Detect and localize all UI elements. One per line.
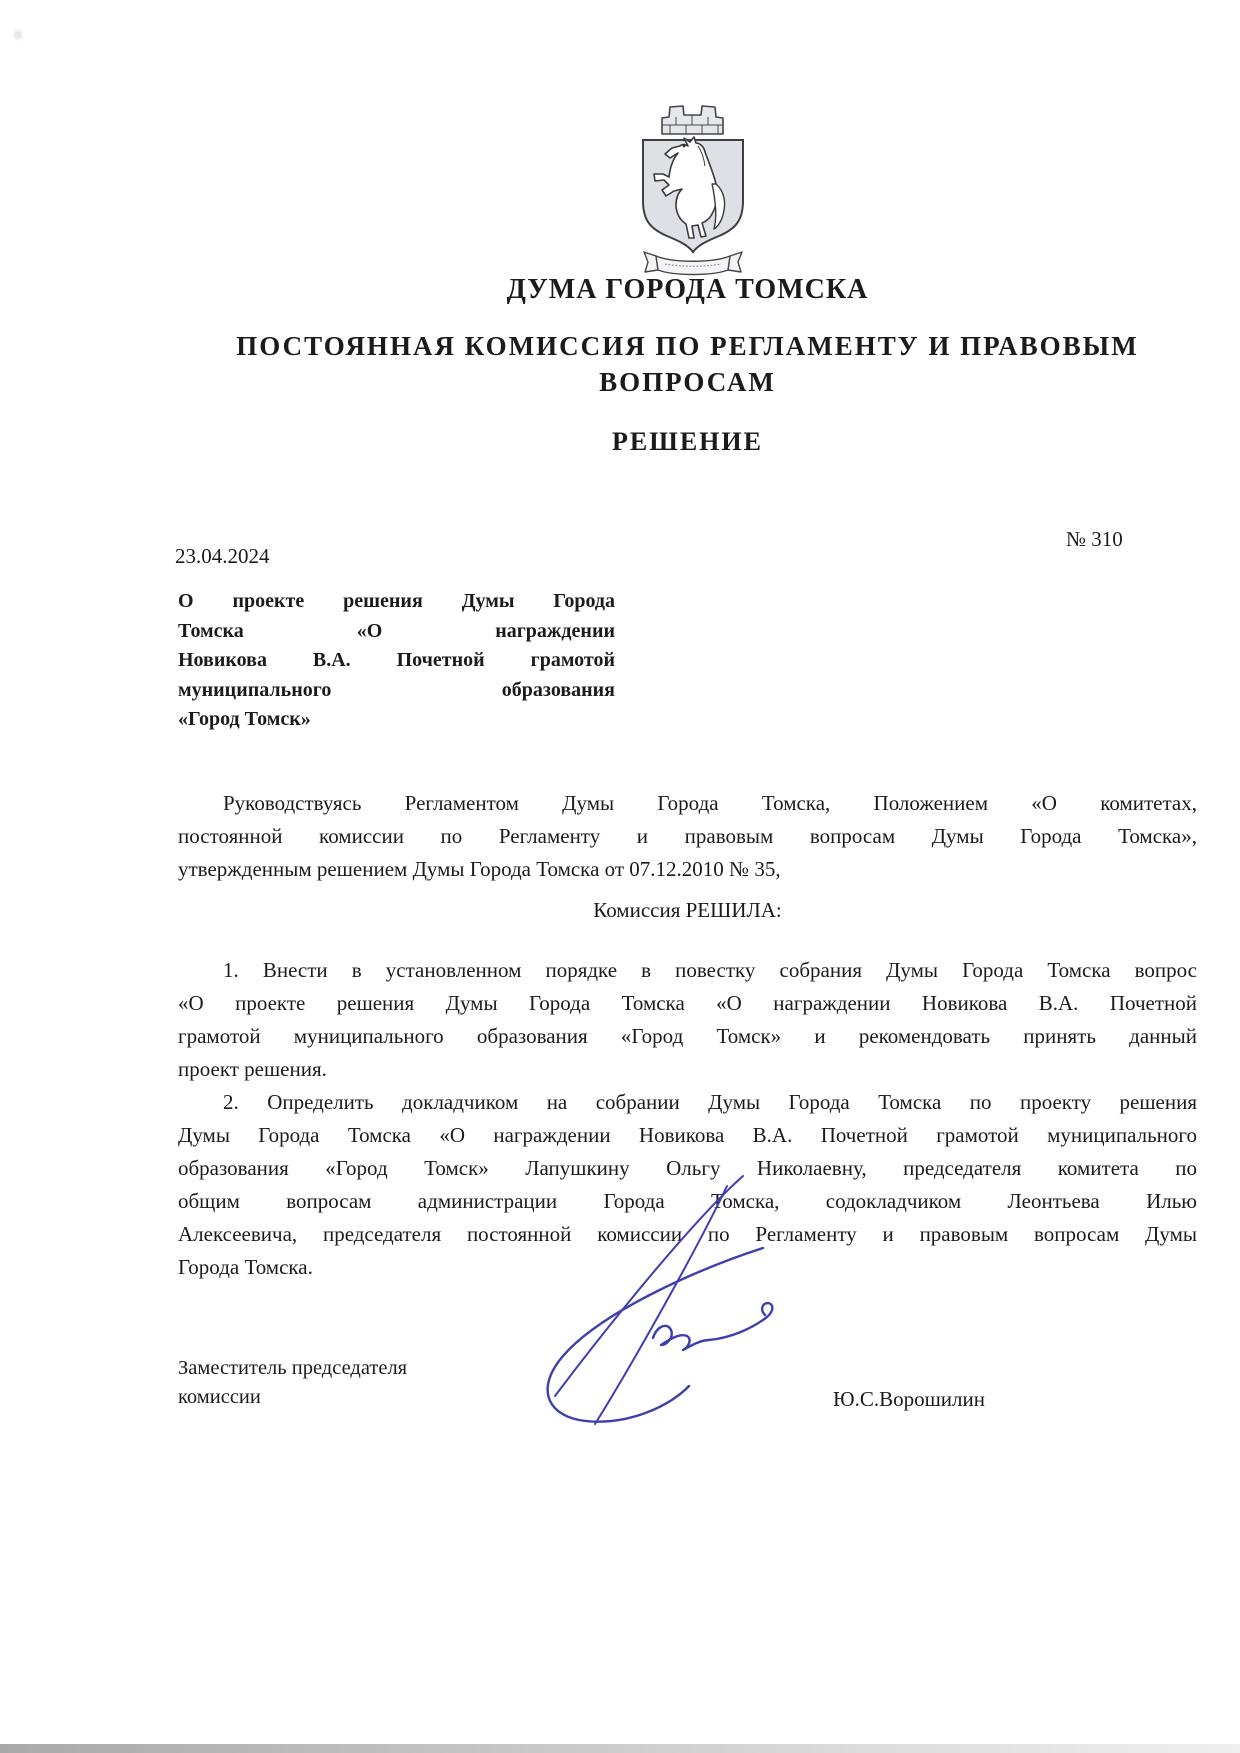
commission-heading-line1: ПОСТОЯННАЯ КОМИССИЯ ПО РЕГЛАМЕНТУ И ПРАВОВЫМ xyxy=(236,331,1139,361)
subject-line: «Город Томск» xyxy=(178,708,311,731)
item-line: грамотой муниципального образования «Город Томск» и рекомендовать принять данный xyxy=(178,1024,1197,1048)
item-line: Думы Города Томска «О награждении Новикова В.А. Почетной грамотой муниципального xyxy=(178,1123,1197,1147)
signer-position xyxy=(178,1354,508,1412)
tomsk-coat-of-arms-icon xyxy=(618,96,768,276)
document-number: № 310 xyxy=(1066,527,1123,551)
commission-heading-line2: ВОПРОСАМ xyxy=(599,367,776,397)
resolution-heading: Комиссия РЕШИЛА: xyxy=(593,898,782,922)
item-line: Алексеевича, председателя постоянной комиссии по Регламенту и правовым вопросам Думы xyxy=(178,1222,1197,1246)
subject-line: муниципального образования xyxy=(178,678,615,701)
subject-line: Томска «О награждении xyxy=(178,619,615,642)
mural-crown-icon xyxy=(662,106,723,134)
signer-name: Ю.С.Ворошилин xyxy=(833,1387,985,1411)
subject-line: О проекте решения Думы Города xyxy=(178,590,615,612)
item-line: «О проекте решения Думы Города Томска «О награждении Новикова В.А. Почетной xyxy=(178,991,1197,1015)
handwritten-signature xyxy=(515,1168,810,1436)
signer-position-line1: Заместитель председателя xyxy=(178,1357,408,1379)
shield-icon xyxy=(643,137,743,252)
preamble-line: утвержденным решением Думы Города Томска от 07.12.2010 № 35, xyxy=(178,857,781,881)
item-line: Города Томска. xyxy=(178,1255,313,1279)
preamble-line: Руководствуясь Регламентом Думы Города Томска, Положением «О комитетах, xyxy=(223,791,1197,815)
item-line: проект решения. xyxy=(178,1057,327,1081)
subject-line: Новикова В.А. Почетной грамотой xyxy=(178,649,615,672)
item-line: общим вопросам администрации Города Томска, содокладчиком Леонтьева Илью xyxy=(178,1189,1197,1213)
item-line: 1. Внести в установленном порядке в повестку собрания Думы Города Томска вопрос xyxy=(223,958,1197,982)
scan-speck xyxy=(14,30,22,40)
preamble-paragraph xyxy=(178,787,1197,886)
item-line: 2. Определить докладчиком на собрании Думы Города Томска по проекту решения xyxy=(223,1090,1197,1114)
item-line: образования «Город Томск» Лапушкину Ольгу Николаевну, председателя комитета по xyxy=(178,1156,1197,1180)
scan-edge-strip xyxy=(0,1744,1240,1753)
resolution-item-1 xyxy=(178,954,1197,1086)
ribbon-icon xyxy=(644,252,742,275)
subject-block xyxy=(178,587,615,735)
document-date: 23.04.2024 xyxy=(175,544,270,568)
document-type-heading: РЕШЕНИЕ xyxy=(612,427,763,456)
commission-heading xyxy=(178,328,1197,400)
preamble-line: постоянной комиссии по Регламенту и правовым вопросам Думы Города Томска», xyxy=(178,824,1197,848)
signer-position-line2: комиссии xyxy=(178,1386,261,1408)
organization-title: ДУМА ГОРОДА ТОМСКА xyxy=(506,274,869,305)
